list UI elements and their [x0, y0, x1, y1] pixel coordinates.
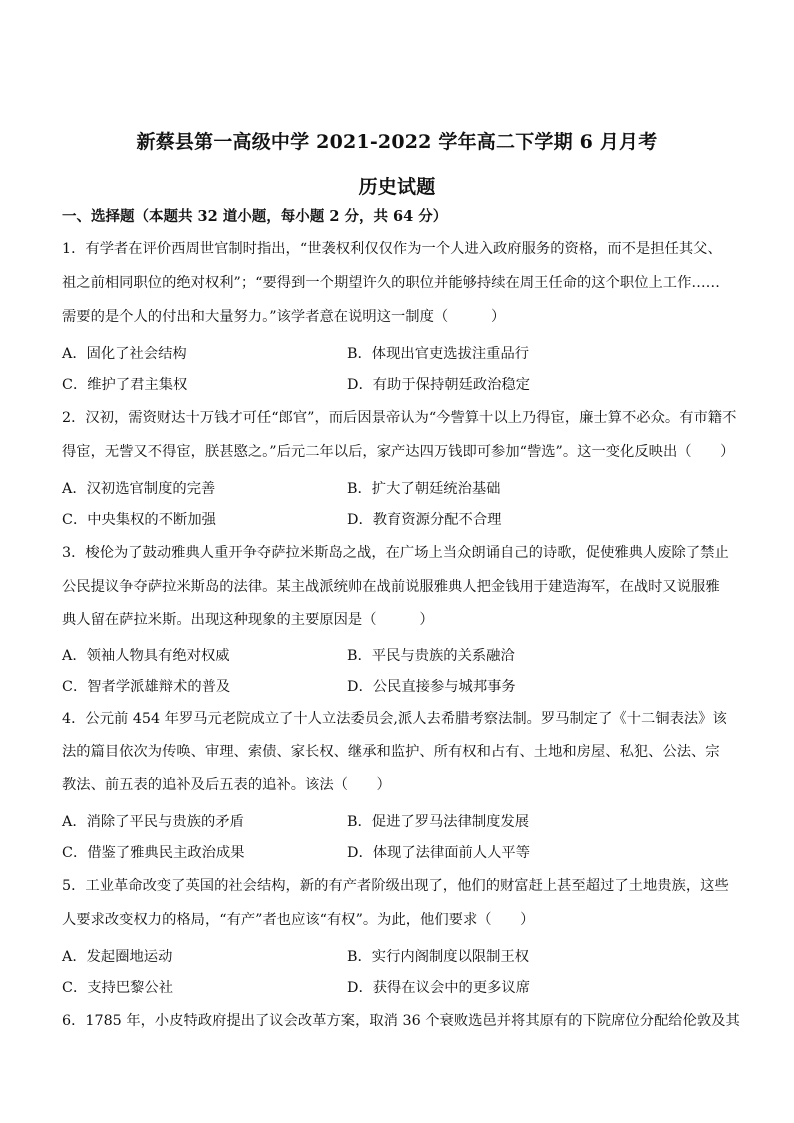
question-5-line-2: 人要求改变权力的格局，“有产”者也应该“有权”。为此，他们要求（ ） — [62, 912, 535, 928]
question-1-line-2: 祖之前相同职位的绝对权利”；“要得到一个期望许久的职位并能够持续在周王任命的这个职位上工作…… — [62, 275, 720, 291]
question-4-option-d: D．体现了法律面前人人平等 — [347, 845, 531, 861]
question-4-line-2: 法的篇目依次为传唤、审理、索债、家长权、继承和监护、所有权和占有、土地和房屋、私犯、公法、宗 — [62, 744, 720, 760]
question-1-option-a: A．固化了社会结构 — [62, 346, 187, 362]
question-2-line-1: 2．汉初，需资财达十万钱才可任“郎官”，而后因景帝认为“今訾算十以上乃得宦，廉士算不必众。有市籍不 — [62, 410, 737, 426]
question-3-option-a: A．领袖人物具有绝对权威 — [62, 648, 230, 664]
question-3-line-3: 典人留在萨拉米斯。出现这种现象的主要原因是（ ） — [62, 612, 434, 628]
question-1-option-b: B．体现出官吏选拔注重品行 — [347, 346, 530, 362]
question-1-option-c: C．维护了君主集权 — [62, 377, 188, 393]
section-heading: 一、选择题（本题共 32 道小题，每小题 2 分，共 64 分） — [62, 208, 448, 225]
question-1-option-d: D．有助于保持朝廷政治稳定 — [347, 377, 531, 393]
question-5-option-b: B．实行内阁制度以限制王权 — [347, 949, 530, 965]
question-2-option-d: D．教育资源分配不合理 — [347, 512, 502, 528]
question-1-line-3: 需要的是个人的付出和大量努力。”该学者意在说明这一制度（ ） — [62, 309, 506, 325]
question-5-option-c: C．支持巴黎公社 — [62, 980, 174, 996]
question-3-option-d: D．公民直接参与城邦事务 — [347, 679, 516, 695]
question-1-line-1: 1．有学者在评价西周世官制时指出，“世袭权利仅仅作为一个人进入政府服务的资格，而不是担任其父、 — [62, 241, 722, 257]
question-3-line-2: 公民提议争夺萨拉米斯岛的法律。某主战派统帅在战前说服雅典人把金钱用于建造海军，在战时又说服雅 — [62, 579, 720, 595]
question-2-option-c: C．中央集权的不断加强 — [62, 512, 216, 528]
question-5-option-d: D．获得在议会中的更多议席 — [347, 980, 531, 996]
page-title: 新蔡县第一高级中学 2021-2022 学年高二下学期 6 月月考 — [136, 131, 658, 153]
question-5-option-a: A．发起圈地运动 — [62, 949, 173, 965]
question-6-line-1: 6．1785 年，小皮特政府提出了议会改革方案，取消 36 个衰败选邑并将其原有的下院席位分配给伦敦及其 — [62, 1013, 740, 1029]
question-5-line-1: 5．工业革命改变了英国的社会结构，新的有产者阶级出现了，他们的财富赶上甚至超过了土地贵族，这些 — [62, 878, 729, 894]
question-4-option-c: C．借鉴了雅典民主政治成果 — [62, 845, 245, 861]
question-3-line-1: 3．梭伦为了鼓动雅典人重开争夺萨拉米斯岛之战，在广场上当众朗诵自己的诗歌，促使雅典人废除了禁止 — [62, 545, 729, 561]
question-4-line-3: 教法、前五表的追补及后五表的追补。该法（ ） — [62, 777, 391, 793]
question-4-line-1: 4．公元前 454 年罗马元老院成立了十人立法委员会,派人去希腊考察法制。罗马制定了《十二铜表法》该 — [62, 711, 727, 727]
question-2-option-b: B．扩大了朝廷统治基础 — [347, 481, 501, 497]
question-4-option-a: A．消除了平民与贵族的矛盾 — [62, 814, 244, 830]
question-3-option-b: B．平民与贵族的关系融洽 — [347, 648, 515, 664]
page-subtitle: 历史试题 — [358, 176, 436, 198]
question-4-option-b: B．促进了罗马法律制度发展 — [347, 814, 530, 830]
question-2-line-2: 得宦，无訾又不得宦，朕甚愍之。”后元二年以后，家产达四万钱即可参加“訾选”。这一变化反映出（ ） — [62, 444, 735, 460]
question-3-option-c: C．智者学派雄辩术的普及 — [62, 679, 231, 695]
question-2-option-a: A．汉初选官制度的完善 — [62, 481, 216, 497]
